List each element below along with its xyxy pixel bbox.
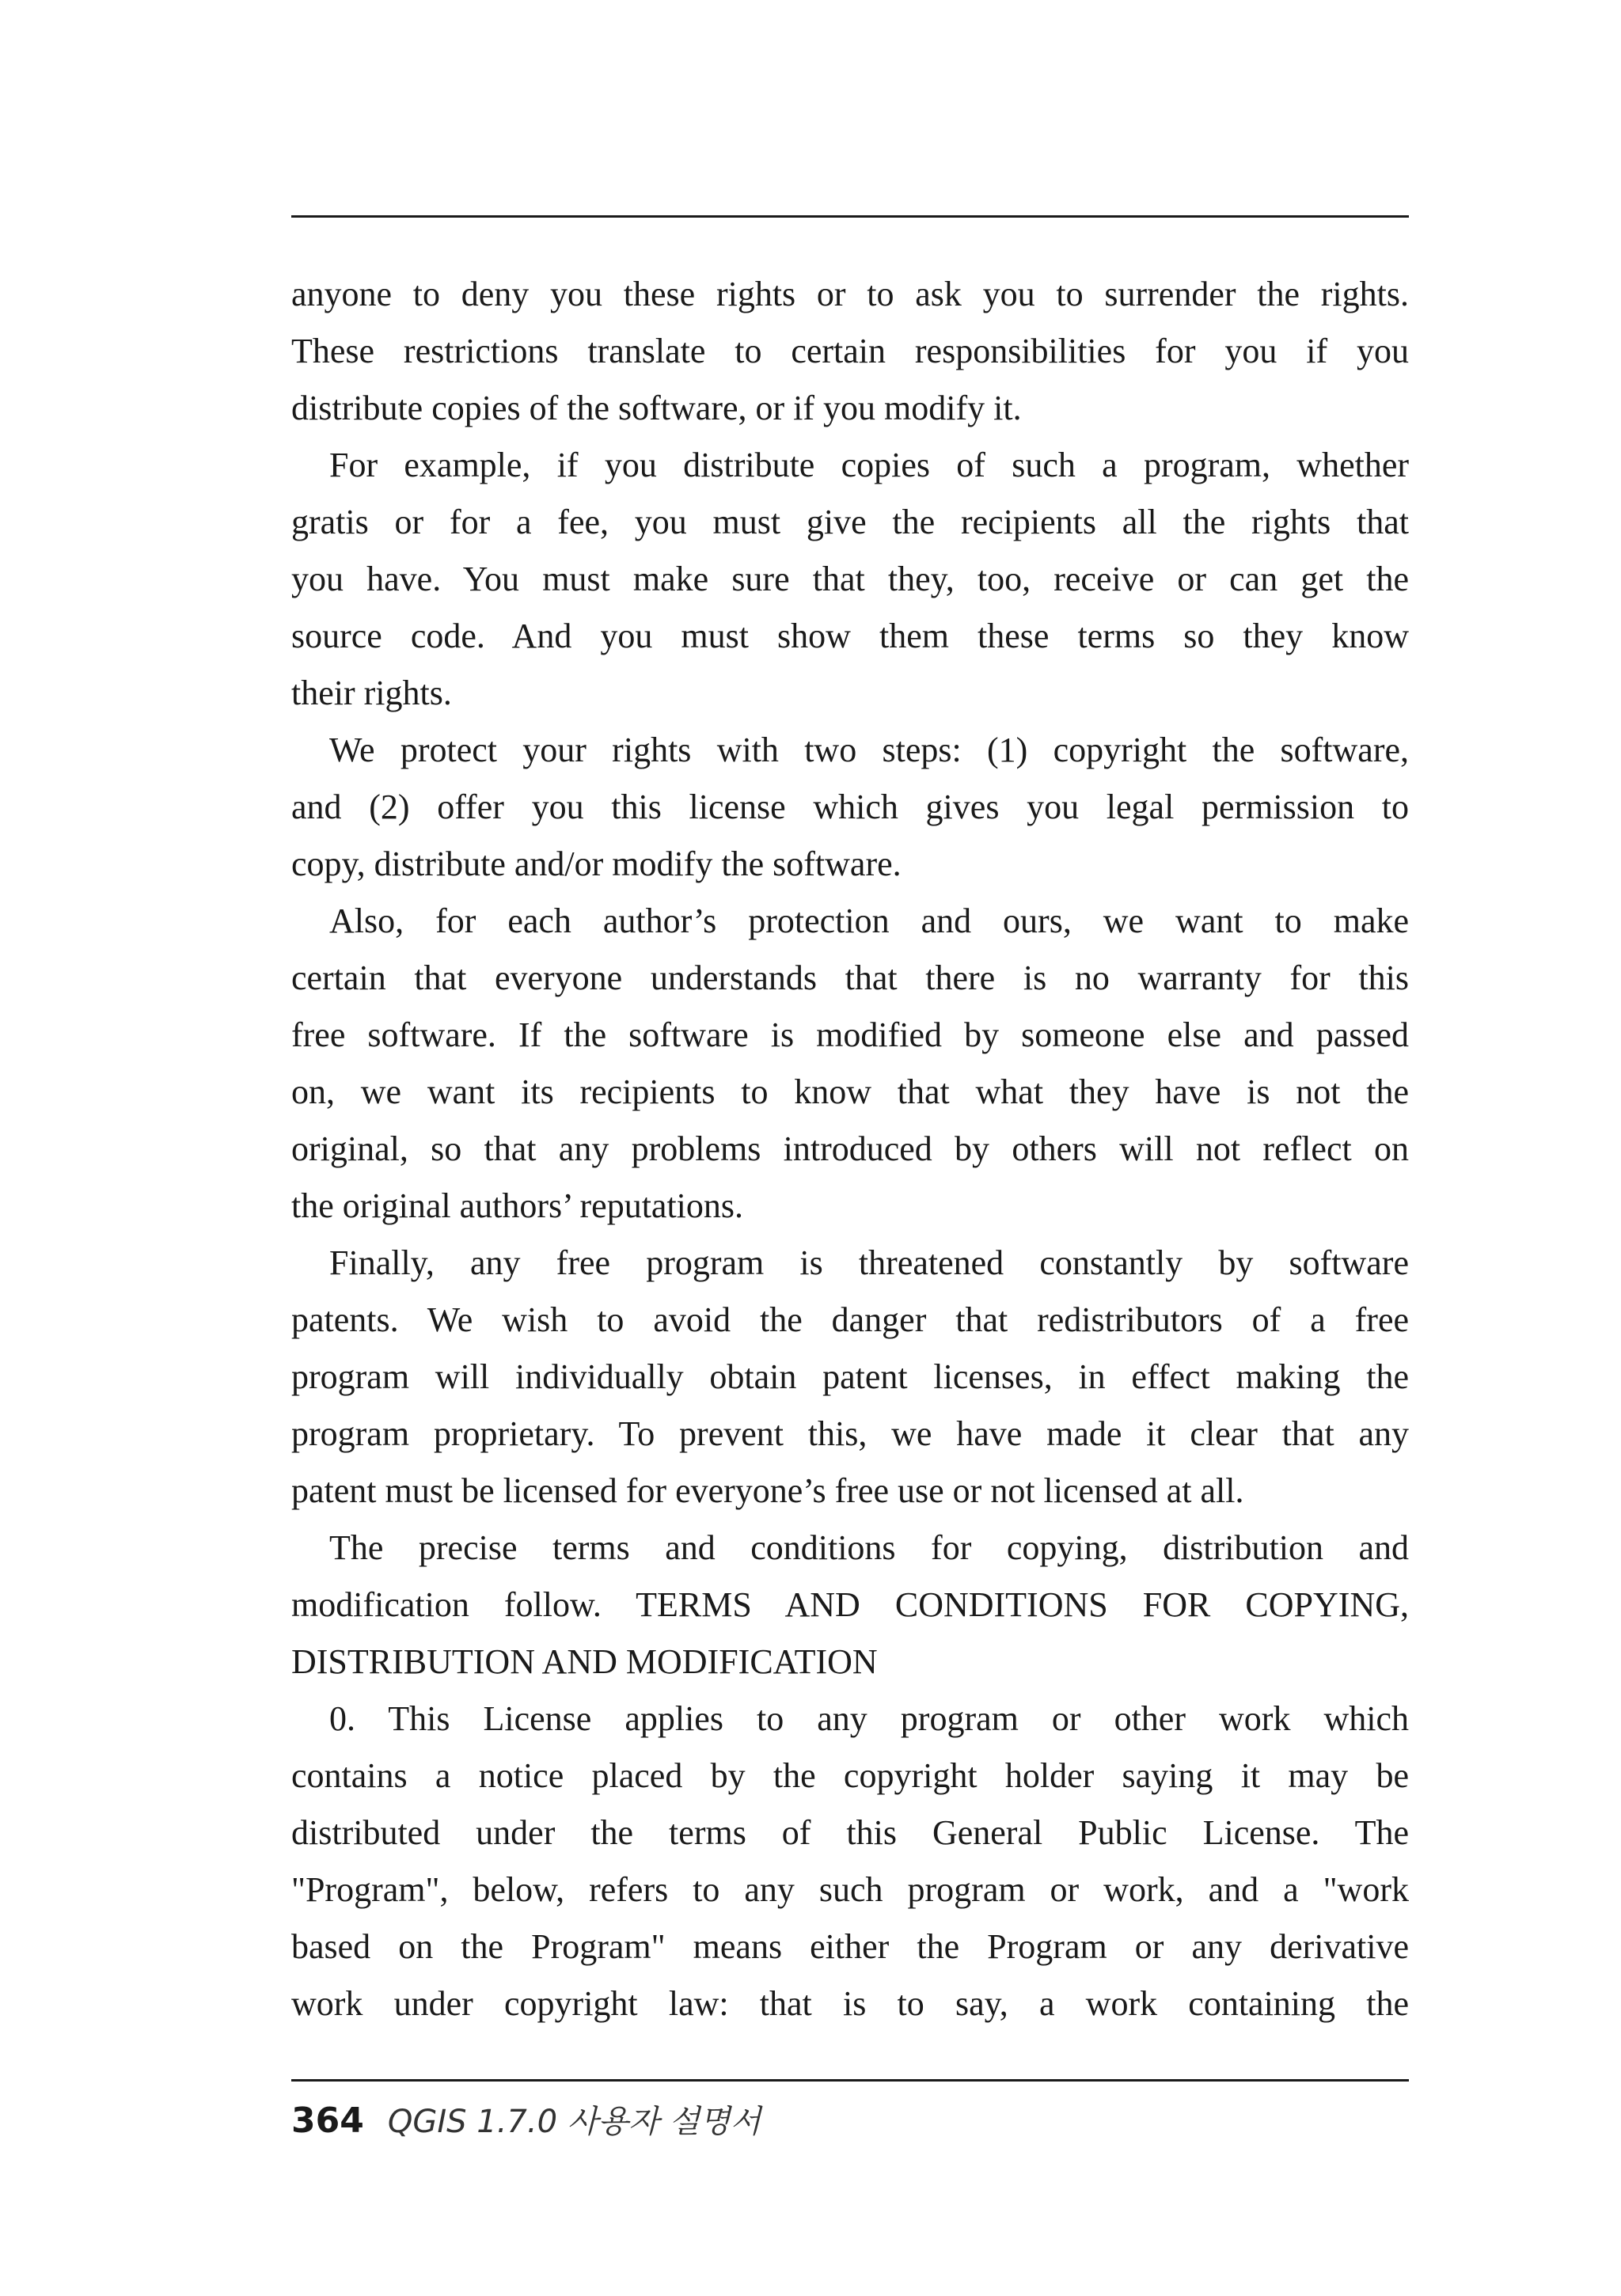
text-line: the original authors’ reputations. [291, 1186, 744, 1225]
text-line: patents. We wish to avoid the danger that redistributors of a free [291, 1300, 1409, 1339]
paragraph [291, 1520, 1409, 1691]
text-line: For example, if you distribute copies of such a program, whether [329, 446, 1409, 484]
paragraph [291, 722, 1409, 893]
text-line: These restrictions translate to certain responsibilities for you if you [291, 332, 1409, 370]
text-line: program will individually obtain patent licenses, in effect making the [291, 1357, 1409, 1396]
text-line: 0. This License applies to any program or other work which [329, 1699, 1409, 1738]
text-line: distributed under the terms of this General Public License. The [291, 1813, 1409, 1852]
footer-rule [291, 2079, 1409, 2082]
text-line: "Program", below, refers to any such program or work, and a "work [291, 1870, 1409, 1909]
text-line: you have. You must make sure that they, too, receive or can get the [291, 560, 1409, 598]
paragraph [291, 437, 1409, 722]
text-line: copy, distribute and/or modify the software. [291, 844, 902, 883]
header-rule [291, 215, 1409, 218]
body-text [291, 266, 1409, 2032]
text-line: distribute copies of the software, or if you modify it. [291, 389, 1022, 427]
text-line: work under copyright law: that is to say, a work containing the [291, 1984, 1409, 2023]
text-line: patent must be licensed for everyone’s free use or not licensed at all. [291, 1471, 1244, 1510]
text-line: original, so that any problems introduced by others will not reflect on [291, 1129, 1409, 1168]
paragraph [291, 266, 1409, 437]
text-line: certain that everyone understands that there is no warranty for this [291, 958, 1409, 997]
text-line: We protect your rights with two steps: (1) copyright the software, [329, 731, 1409, 769]
text-line: source code. And you must show them these terms so they know [291, 617, 1409, 655]
text-line: DISTRIBUTION AND MODIFICATION [291, 1642, 878, 1681]
text-line: contains a notice placed by the copyright holder saying it may be [291, 1756, 1409, 1795]
page-number: 364 [291, 2101, 364, 2141]
text-line: based on the Program" means either the Program or any derivative [291, 1927, 1409, 1966]
text-line: Also, for each author’s protection and ours, we want to make [329, 901, 1409, 940]
text-line: free software. If the software is modified by someone else and passed [291, 1015, 1409, 1054]
text-line: The precise terms and conditions for copying, distribution and [329, 1528, 1409, 1567]
text-line: gratis or for a fee, you must give the recipients all the rights that [291, 503, 1409, 541]
page-footer [291, 2089, 761, 2153]
text-line: and (2) offer you this license which gives you legal permission to [291, 787, 1409, 826]
text-line: modification follow. TERMS AND CONDITIONS FOR COPYING, [291, 1585, 1409, 1624]
running-title: QGIS 1.7.0 사용자 설명서 [387, 2104, 761, 2140]
text-line: Finally, any free program is threatened constantly by software [329, 1243, 1409, 1282]
paragraph [291, 1691, 1409, 2032]
paragraph [291, 893, 1409, 1235]
text-line: program proprietary. To prevent this, we have made it clear that any [291, 1414, 1409, 1453]
text-line: their rights. [291, 674, 452, 712]
text-line: on, we want its recipients to know that what they have is not the [291, 1072, 1409, 1111]
paragraph [291, 1235, 1409, 1520]
text-line: anyone to deny you these rights or to ask you to surrender the rights. [291, 275, 1409, 313]
